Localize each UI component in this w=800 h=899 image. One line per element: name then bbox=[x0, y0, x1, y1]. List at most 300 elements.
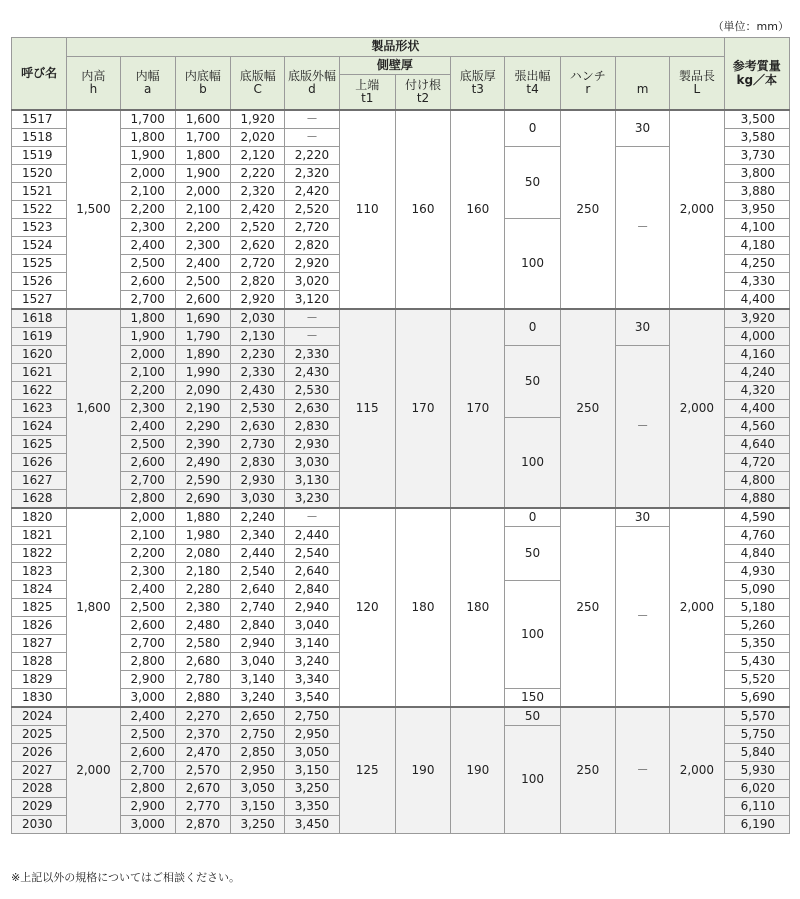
cell-inner-bottom-width: 2,770 bbox=[175, 798, 230, 816]
cell-inner-bottom-width: 2,290 bbox=[175, 418, 230, 436]
cell-weight: 5,840 bbox=[724, 744, 789, 762]
cell-inner-bottom-width: 1,800 bbox=[175, 147, 230, 165]
table-row bbox=[12, 110, 790, 129]
cell-m: 30 bbox=[615, 110, 669, 147]
cell-inner-width: 2,100 bbox=[120, 364, 175, 382]
header-overhang-width: 張出幅 t4 bbox=[505, 57, 560, 111]
cell-haunch: 250 bbox=[560, 707, 615, 834]
cell-inner-width: 2,300 bbox=[120, 400, 175, 418]
cell-root: 190 bbox=[395, 707, 450, 834]
cell-inner-width: 2,400 bbox=[120, 707, 175, 726]
cell-base-plate-outer-width: 3,150 bbox=[285, 762, 339, 780]
cell-name: 1820 bbox=[12, 508, 67, 527]
cell-base-plate-width: 2,120 bbox=[231, 147, 285, 165]
cell-inner-width: 1,900 bbox=[120, 147, 175, 165]
cell-base-plate-outer-width: 2,830 bbox=[285, 418, 339, 436]
cell-inner-width: 2,000 bbox=[120, 165, 175, 183]
cell-inner-width: 1,700 bbox=[120, 110, 175, 129]
cell-overhang-width: 0 bbox=[505, 309, 560, 346]
header-inner-bottom-width: 内底幅 b bbox=[175, 57, 230, 111]
cell-weight: 4,800 bbox=[724, 472, 789, 490]
cell-base-plate-outer-width: 3,240 bbox=[285, 653, 339, 671]
cell-inner-bottom-width: 1,700 bbox=[175, 129, 230, 147]
cell-weight: 3,950 bbox=[724, 201, 789, 219]
cell-name: 1519 bbox=[12, 147, 67, 165]
cell-weight: 4,930 bbox=[724, 563, 789, 581]
cell-inner-width: 2,800 bbox=[120, 490, 175, 509]
cell-weight: 6,190 bbox=[724, 816, 789, 834]
cell-base-plate-width: 2,330 bbox=[231, 364, 285, 382]
cell-inner-width: 2,900 bbox=[120, 671, 175, 689]
cell-base-plate-width: 2,240 bbox=[231, 508, 285, 527]
cell-base-plate-width: 2,420 bbox=[231, 201, 285, 219]
cell-base-plate-width: 2,630 bbox=[231, 418, 285, 436]
cell-weight: 4,400 bbox=[724, 400, 789, 418]
cell-inner-width: 2,300 bbox=[120, 219, 175, 237]
header-name: 呼び名 bbox=[12, 38, 67, 111]
table-row bbox=[12, 508, 790, 527]
cell-inner-width: 2,000 bbox=[120, 508, 175, 527]
cell-inner-bottom-width: 2,880 bbox=[175, 689, 230, 708]
cell-overhang-width: 100 bbox=[505, 219, 560, 310]
cell-inner-bottom-width: 2,270 bbox=[175, 707, 230, 726]
cell-name: 2028 bbox=[12, 780, 67, 798]
cell-base-plate-outer-width: 3,130 bbox=[285, 472, 339, 490]
cell-weight: 5,930 bbox=[724, 762, 789, 780]
cell-inner-bottom-width: 2,200 bbox=[175, 219, 230, 237]
cell-base-plate-width: 2,950 bbox=[231, 762, 285, 780]
cell-name: 1518 bbox=[12, 129, 67, 147]
cell-name: 1619 bbox=[12, 328, 67, 346]
cell-weight: 4,250 bbox=[724, 255, 789, 273]
cell-weight: 4,640 bbox=[724, 436, 789, 454]
cell-base-plate-width: 2,940 bbox=[231, 635, 285, 653]
cell-inner-width: 1,900 bbox=[120, 328, 175, 346]
cell-inner-width: 2,300 bbox=[120, 563, 175, 581]
cell-overhang-width: 100 bbox=[505, 581, 560, 689]
cell-inner-width: 2,500 bbox=[120, 255, 175, 273]
cell-base-plate-width: 2,750 bbox=[231, 726, 285, 744]
cell-base-plate-width: 3,140 bbox=[231, 671, 285, 689]
cell-inner-width: 1,800 bbox=[120, 129, 175, 147]
cell-inner-width: 2,100 bbox=[120, 183, 175, 201]
cell-inner-bottom-width: 2,180 bbox=[175, 563, 230, 581]
cell-root: 160 bbox=[395, 110, 450, 309]
cell-weight: 4,760 bbox=[724, 527, 789, 545]
cell-inner-bottom-width: 2,690 bbox=[175, 490, 230, 509]
cell-inner-width: 2,600 bbox=[120, 744, 175, 762]
cell-inner-width: 2,600 bbox=[120, 617, 175, 635]
cell-base-plate-width: 2,850 bbox=[231, 744, 285, 762]
cell-m: － bbox=[615, 527, 669, 708]
cell-inner-bottom-width: 2,480 bbox=[175, 617, 230, 635]
cell-base-plate-outer-width: 2,920 bbox=[285, 255, 339, 273]
cell-name: 1527 bbox=[12, 291, 67, 310]
cell-base-plate-width: 2,730 bbox=[231, 436, 285, 454]
cell-haunch: 250 bbox=[560, 508, 615, 707]
cell-base-plate-width: 2,430 bbox=[231, 382, 285, 400]
cell-inner-width: 2,500 bbox=[120, 599, 175, 617]
cell-base-plate-width: 2,020 bbox=[231, 129, 285, 147]
cell-base-plate-outer-width: 2,630 bbox=[285, 400, 339, 418]
cell-inner-width: 2,700 bbox=[120, 635, 175, 653]
cell-name: 1618 bbox=[12, 309, 67, 328]
cell-weight: 4,180 bbox=[724, 237, 789, 255]
cell-base-plate-outer-width: 2,220 bbox=[285, 147, 339, 165]
cell-inner-bottom-width: 2,000 bbox=[175, 183, 230, 201]
cell-inner-height: 1,600 bbox=[67, 309, 120, 508]
cell-name: 1624 bbox=[12, 418, 67, 436]
cell-m: － bbox=[615, 346, 669, 509]
cell-base-plate-width: 2,830 bbox=[231, 454, 285, 472]
cell-m: － bbox=[615, 707, 669, 834]
cell-m: 30 bbox=[615, 309, 669, 346]
cell-inner-bottom-width: 2,190 bbox=[175, 400, 230, 418]
cell-name: 1524 bbox=[12, 237, 67, 255]
cell-name: 1521 bbox=[12, 183, 67, 201]
cell-inner-bottom-width: 2,570 bbox=[175, 762, 230, 780]
cell-product-length: 2,000 bbox=[670, 707, 724, 834]
table-row bbox=[12, 309, 790, 328]
header-m: m bbox=[615, 57, 669, 111]
cell-inner-width: 2,800 bbox=[120, 780, 175, 798]
cell-base-plate-outer-width: 2,840 bbox=[285, 581, 339, 599]
cell-inner-height: 1,800 bbox=[67, 508, 120, 707]
cell-overhang-width: 150 bbox=[505, 689, 560, 708]
cell-overhang-width: 50 bbox=[505, 707, 560, 726]
cell-name: 1827 bbox=[12, 635, 67, 653]
cell-base-plate-outer-width: 2,940 bbox=[285, 599, 339, 617]
cell-inner-width: 2,500 bbox=[120, 726, 175, 744]
cell-overhang-width: 100 bbox=[505, 726, 560, 834]
cell-base-plate-outer-width: 2,430 bbox=[285, 364, 339, 382]
cell-weight: 4,240 bbox=[724, 364, 789, 382]
cell-base-plate-width: 2,540 bbox=[231, 563, 285, 581]
cell-inner-width: 2,900 bbox=[120, 798, 175, 816]
cell-weight: 5,570 bbox=[724, 707, 789, 726]
cell-top-end: 120 bbox=[339, 508, 395, 707]
cell-inner-bottom-width: 1,690 bbox=[175, 309, 230, 328]
cell-m: － bbox=[615, 147, 669, 310]
cell-inner-bottom-width: 2,500 bbox=[175, 273, 230, 291]
cell-inner-bottom-width: 2,370 bbox=[175, 726, 230, 744]
cell-base-plate-outer-width: 3,030 bbox=[285, 454, 339, 472]
cell-inner-width: 2,700 bbox=[120, 291, 175, 310]
cell-base-plate-outer-width: 3,050 bbox=[285, 744, 339, 762]
cell-m: 30 bbox=[615, 508, 669, 527]
cell-inner-width: 2,800 bbox=[120, 653, 175, 671]
cell-product-length: 2,000 bbox=[670, 110, 724, 309]
cell-weight: 3,880 bbox=[724, 183, 789, 201]
cell-inner-width: 2,200 bbox=[120, 382, 175, 400]
cell-name: 1622 bbox=[12, 382, 67, 400]
cell-top-end: 110 bbox=[339, 110, 395, 309]
cell-inner-bottom-width: 2,080 bbox=[175, 545, 230, 563]
cell-name: 1626 bbox=[12, 454, 67, 472]
cell-base-plate-outer-width: 2,520 bbox=[285, 201, 339, 219]
cell-inner-bottom-width: 2,100 bbox=[175, 201, 230, 219]
cell-base-plate-outer-width: 2,540 bbox=[285, 545, 339, 563]
cell-weight: 4,590 bbox=[724, 508, 789, 527]
cell-weight: 4,720 bbox=[724, 454, 789, 472]
cell-inner-width: 2,200 bbox=[120, 545, 175, 563]
cell-base-plate-width: 2,130 bbox=[231, 328, 285, 346]
cell-inner-bottom-width: 2,400 bbox=[175, 255, 230, 273]
header-base-plate-thickness: 底版厚 t3 bbox=[451, 57, 505, 111]
cell-weight: 3,730 bbox=[724, 147, 789, 165]
cell-base-plate-width: 2,820 bbox=[231, 273, 285, 291]
cell-name: 2030 bbox=[12, 816, 67, 834]
header-base-plate-width: 底版幅 C bbox=[231, 57, 285, 111]
cell-name: 1520 bbox=[12, 165, 67, 183]
header-weight-label: 参考質量 bbox=[732, 59, 781, 74]
cell-base-plate-outer-width: － bbox=[285, 110, 339, 129]
cell-base-plate-outer-width: 3,230 bbox=[285, 490, 339, 509]
cell-name: 1623 bbox=[12, 400, 67, 418]
cell-weight: 4,880 bbox=[724, 490, 789, 509]
cell-name: 1821 bbox=[12, 527, 67, 545]
header-inner-height: 内高 h bbox=[67, 57, 120, 111]
cell-name: 1826 bbox=[12, 617, 67, 635]
cell-overhang-width: 50 bbox=[505, 147, 560, 219]
cell-product-length: 2,000 bbox=[670, 309, 724, 508]
cell-root: 170 bbox=[395, 309, 450, 508]
cell-base-plate-outer-width: 3,540 bbox=[285, 689, 339, 708]
cell-name: 1621 bbox=[12, 364, 67, 382]
cell-inner-bottom-width: 2,600 bbox=[175, 291, 230, 310]
cell-name: 2029 bbox=[12, 798, 67, 816]
cell-base-plate-width: 2,030 bbox=[231, 309, 285, 328]
cell-base-plate-width: 3,050 bbox=[231, 780, 285, 798]
cell-base-plate-outer-width: 3,450 bbox=[285, 816, 339, 834]
cell-inner-width: 2,500 bbox=[120, 436, 175, 454]
cell-inner-bottom-width: 2,870 bbox=[175, 816, 230, 834]
cell-weight: 5,690 bbox=[724, 689, 789, 708]
cell-name: 1822 bbox=[12, 545, 67, 563]
cell-inner-bottom-width: 1,900 bbox=[175, 165, 230, 183]
header-base-plate-outer-width: 底版外幅 d bbox=[285, 57, 339, 111]
cell-base-plate-thickness: 180 bbox=[451, 508, 505, 707]
cell-name: 2025 bbox=[12, 726, 67, 744]
cell-inner-width: 2,700 bbox=[120, 762, 175, 780]
cell-inner-bottom-width: 2,470 bbox=[175, 744, 230, 762]
table-body bbox=[12, 110, 790, 834]
cell-name: 1824 bbox=[12, 581, 67, 599]
cell-name: 1830 bbox=[12, 689, 67, 708]
cell-base-plate-outer-width: 3,140 bbox=[285, 635, 339, 653]
cell-weight: 4,840 bbox=[724, 545, 789, 563]
cell-name: 2026 bbox=[12, 744, 67, 762]
cell-name: 1625 bbox=[12, 436, 67, 454]
cell-base-plate-width: 2,740 bbox=[231, 599, 285, 617]
cell-base-plate-thickness: 190 bbox=[451, 707, 505, 834]
cell-inner-height: 2,000 bbox=[67, 707, 120, 834]
cell-weight: 4,560 bbox=[724, 418, 789, 436]
cell-base-plate-outer-width: 2,420 bbox=[285, 183, 339, 201]
cell-base-plate-outer-width: 3,340 bbox=[285, 671, 339, 689]
footnote: ※上記以外の規格についてはご相談ください。 bbox=[11, 871, 240, 884]
cell-weight: 4,100 bbox=[724, 219, 789, 237]
cell-base-plate-width: 2,640 bbox=[231, 581, 285, 599]
cell-inner-width: 2,400 bbox=[120, 237, 175, 255]
cell-name: 1523 bbox=[12, 219, 67, 237]
cell-inner-bottom-width: 2,680 bbox=[175, 653, 230, 671]
cell-weight: 4,000 bbox=[724, 328, 789, 346]
cell-base-plate-width: 3,030 bbox=[231, 490, 285, 509]
spec-table bbox=[11, 37, 790, 834]
cell-base-plate-width: 3,240 bbox=[231, 689, 285, 708]
cell-inner-width: 2,400 bbox=[120, 581, 175, 599]
header-side-wall: 側壁厚 bbox=[339, 57, 451, 75]
cell-weight: 4,400 bbox=[724, 291, 789, 310]
cell-inner-bottom-width: 1,790 bbox=[175, 328, 230, 346]
cell-base-plate-width: 2,720 bbox=[231, 255, 285, 273]
cell-inner-width: 2,700 bbox=[120, 472, 175, 490]
cell-haunch: 250 bbox=[560, 309, 615, 508]
cell-base-plate-outer-width: 2,930 bbox=[285, 436, 339, 454]
cell-name: 1620 bbox=[12, 346, 67, 364]
cell-weight: 4,320 bbox=[724, 382, 789, 400]
cell-inner-bottom-width: 2,670 bbox=[175, 780, 230, 798]
cell-weight: 4,160 bbox=[724, 346, 789, 364]
cell-inner-bottom-width: 2,490 bbox=[175, 454, 230, 472]
cell-weight: 5,750 bbox=[724, 726, 789, 744]
cell-base-plate-width: 2,530 bbox=[231, 400, 285, 418]
cell-base-plate-width: 2,320 bbox=[231, 183, 285, 201]
cell-inner-bottom-width: 2,780 bbox=[175, 671, 230, 689]
cell-base-plate-outer-width: 2,530 bbox=[285, 382, 339, 400]
cell-base-plate-outer-width: 2,330 bbox=[285, 346, 339, 364]
cell-name: 1829 bbox=[12, 671, 67, 689]
cell-name: 1525 bbox=[12, 255, 67, 273]
cell-weight: 3,920 bbox=[724, 309, 789, 328]
cell-base-plate-outer-width: 3,120 bbox=[285, 291, 339, 310]
cell-base-plate-width: 2,620 bbox=[231, 237, 285, 255]
cell-name: 1627 bbox=[12, 472, 67, 490]
header-root: 付け根 t2 bbox=[395, 75, 450, 111]
cell-overhang-width: 50 bbox=[505, 527, 560, 581]
cell-base-plate-width: 2,520 bbox=[231, 219, 285, 237]
cell-base-plate-width: 2,650 bbox=[231, 707, 285, 726]
cell-overhang-width: 0 bbox=[505, 110, 560, 147]
cell-base-plate-outer-width: 2,720 bbox=[285, 219, 339, 237]
cell-inner-width: 2,600 bbox=[120, 454, 175, 472]
cell-weight: 6,020 bbox=[724, 780, 789, 798]
cell-base-plate-width: 2,440 bbox=[231, 545, 285, 563]
cell-name: 1828 bbox=[12, 653, 67, 671]
cell-inner-bottom-width: 1,890 bbox=[175, 346, 230, 364]
cell-base-plate-outer-width: 2,950 bbox=[285, 726, 339, 744]
cell-inner-bottom-width: 1,990 bbox=[175, 364, 230, 382]
cell-base-plate-width: 3,040 bbox=[231, 653, 285, 671]
cell-weight: 5,520 bbox=[724, 671, 789, 689]
cell-root: 180 bbox=[395, 508, 450, 707]
cell-base-plate-thickness: 160 bbox=[451, 110, 505, 309]
cell-base-plate-width: 3,150 bbox=[231, 798, 285, 816]
cell-base-plate-outer-width: 2,440 bbox=[285, 527, 339, 545]
cell-inner-width: 1,800 bbox=[120, 309, 175, 328]
cell-name: 1522 bbox=[12, 201, 67, 219]
cell-base-plate-outer-width: 2,320 bbox=[285, 165, 339, 183]
cell-name: 1825 bbox=[12, 599, 67, 617]
cell-inner-bottom-width: 2,380 bbox=[175, 599, 230, 617]
header-haunch: ハンチ r bbox=[560, 57, 615, 111]
cell-inner-bottom-width: 1,980 bbox=[175, 527, 230, 545]
cell-base-plate-outer-width: 2,820 bbox=[285, 237, 339, 255]
cell-base-plate-width: 2,220 bbox=[231, 165, 285, 183]
cell-inner-bottom-width: 2,390 bbox=[175, 436, 230, 454]
cell-weight: 5,260 bbox=[724, 617, 789, 635]
cell-inner-width: 2,200 bbox=[120, 201, 175, 219]
cell-haunch: 250 bbox=[560, 110, 615, 309]
cell-base-plate-outer-width: － bbox=[285, 129, 339, 147]
cell-base-plate-outer-width: 3,250 bbox=[285, 780, 339, 798]
cell-weight: 5,180 bbox=[724, 599, 789, 617]
cell-weight: 5,350 bbox=[724, 635, 789, 653]
cell-inner-bottom-width: 2,300 bbox=[175, 237, 230, 255]
cell-inner-bottom-width: 2,090 bbox=[175, 382, 230, 400]
cell-inner-bottom-width: 2,590 bbox=[175, 472, 230, 490]
cell-top-end: 115 bbox=[339, 309, 395, 508]
cell-base-plate-outer-width: 2,750 bbox=[285, 707, 339, 726]
cell-base-plate-width: 2,230 bbox=[231, 346, 285, 364]
unit-note: （単位：mm） bbox=[712, 20, 789, 33]
cell-name: 1628 bbox=[12, 490, 67, 509]
cell-base-plate-width: 2,930 bbox=[231, 472, 285, 490]
cell-inner-width: 2,600 bbox=[120, 273, 175, 291]
cell-base-plate-outer-width: 2,640 bbox=[285, 563, 339, 581]
cell-overhang-width: 50 bbox=[505, 346, 560, 418]
cell-base-plate-width: 3,250 bbox=[231, 816, 285, 834]
cell-name: 1517 bbox=[12, 110, 67, 129]
cell-base-plate-width: 1,920 bbox=[231, 110, 285, 129]
cell-product-length: 2,000 bbox=[670, 508, 724, 707]
cell-base-plate-width: 2,920 bbox=[231, 291, 285, 310]
cell-top-end: 125 bbox=[339, 707, 395, 834]
cell-inner-width: 3,000 bbox=[120, 816, 175, 834]
cell-base-plate-outer-width: 3,020 bbox=[285, 273, 339, 291]
cell-name: 2024 bbox=[12, 707, 67, 726]
header-weight-unit: kg／本 bbox=[736, 72, 778, 87]
cell-name: 1526 bbox=[12, 273, 67, 291]
header-weight bbox=[724, 38, 789, 111]
cell-overhang-width: 0 bbox=[505, 508, 560, 527]
cell-inner-bottom-width: 1,880 bbox=[175, 508, 230, 527]
cell-weight: 3,580 bbox=[724, 129, 789, 147]
cell-weight: 6,110 bbox=[724, 798, 789, 816]
header-product-shape: 製品形状 bbox=[67, 38, 724, 57]
cell-inner-width: 3,000 bbox=[120, 689, 175, 708]
cell-inner-width: 2,100 bbox=[120, 527, 175, 545]
table-row bbox=[12, 707, 790, 726]
cell-inner-height: 1,500 bbox=[67, 110, 120, 309]
cell-weight: 5,430 bbox=[724, 653, 789, 671]
header-inner-width: 内幅 a bbox=[120, 57, 175, 111]
cell-weight: 3,500 bbox=[724, 110, 789, 129]
cell-inner-bottom-width: 2,580 bbox=[175, 635, 230, 653]
cell-base-plate-width: 2,340 bbox=[231, 527, 285, 545]
cell-inner-width: 2,400 bbox=[120, 418, 175, 436]
cell-base-plate-outer-width: － bbox=[285, 328, 339, 346]
cell-base-plate-thickness: 170 bbox=[451, 309, 505, 508]
cell-inner-width: 2,000 bbox=[120, 346, 175, 364]
cell-weight: 4,330 bbox=[724, 273, 789, 291]
cell-base-plate-outer-width: 3,350 bbox=[285, 798, 339, 816]
cell-base-plate-outer-width: － bbox=[285, 309, 339, 328]
cell-base-plate-width: 2,840 bbox=[231, 617, 285, 635]
header-top-end: 上端 t1 bbox=[339, 75, 395, 111]
cell-overhang-width: 100 bbox=[505, 418, 560, 509]
